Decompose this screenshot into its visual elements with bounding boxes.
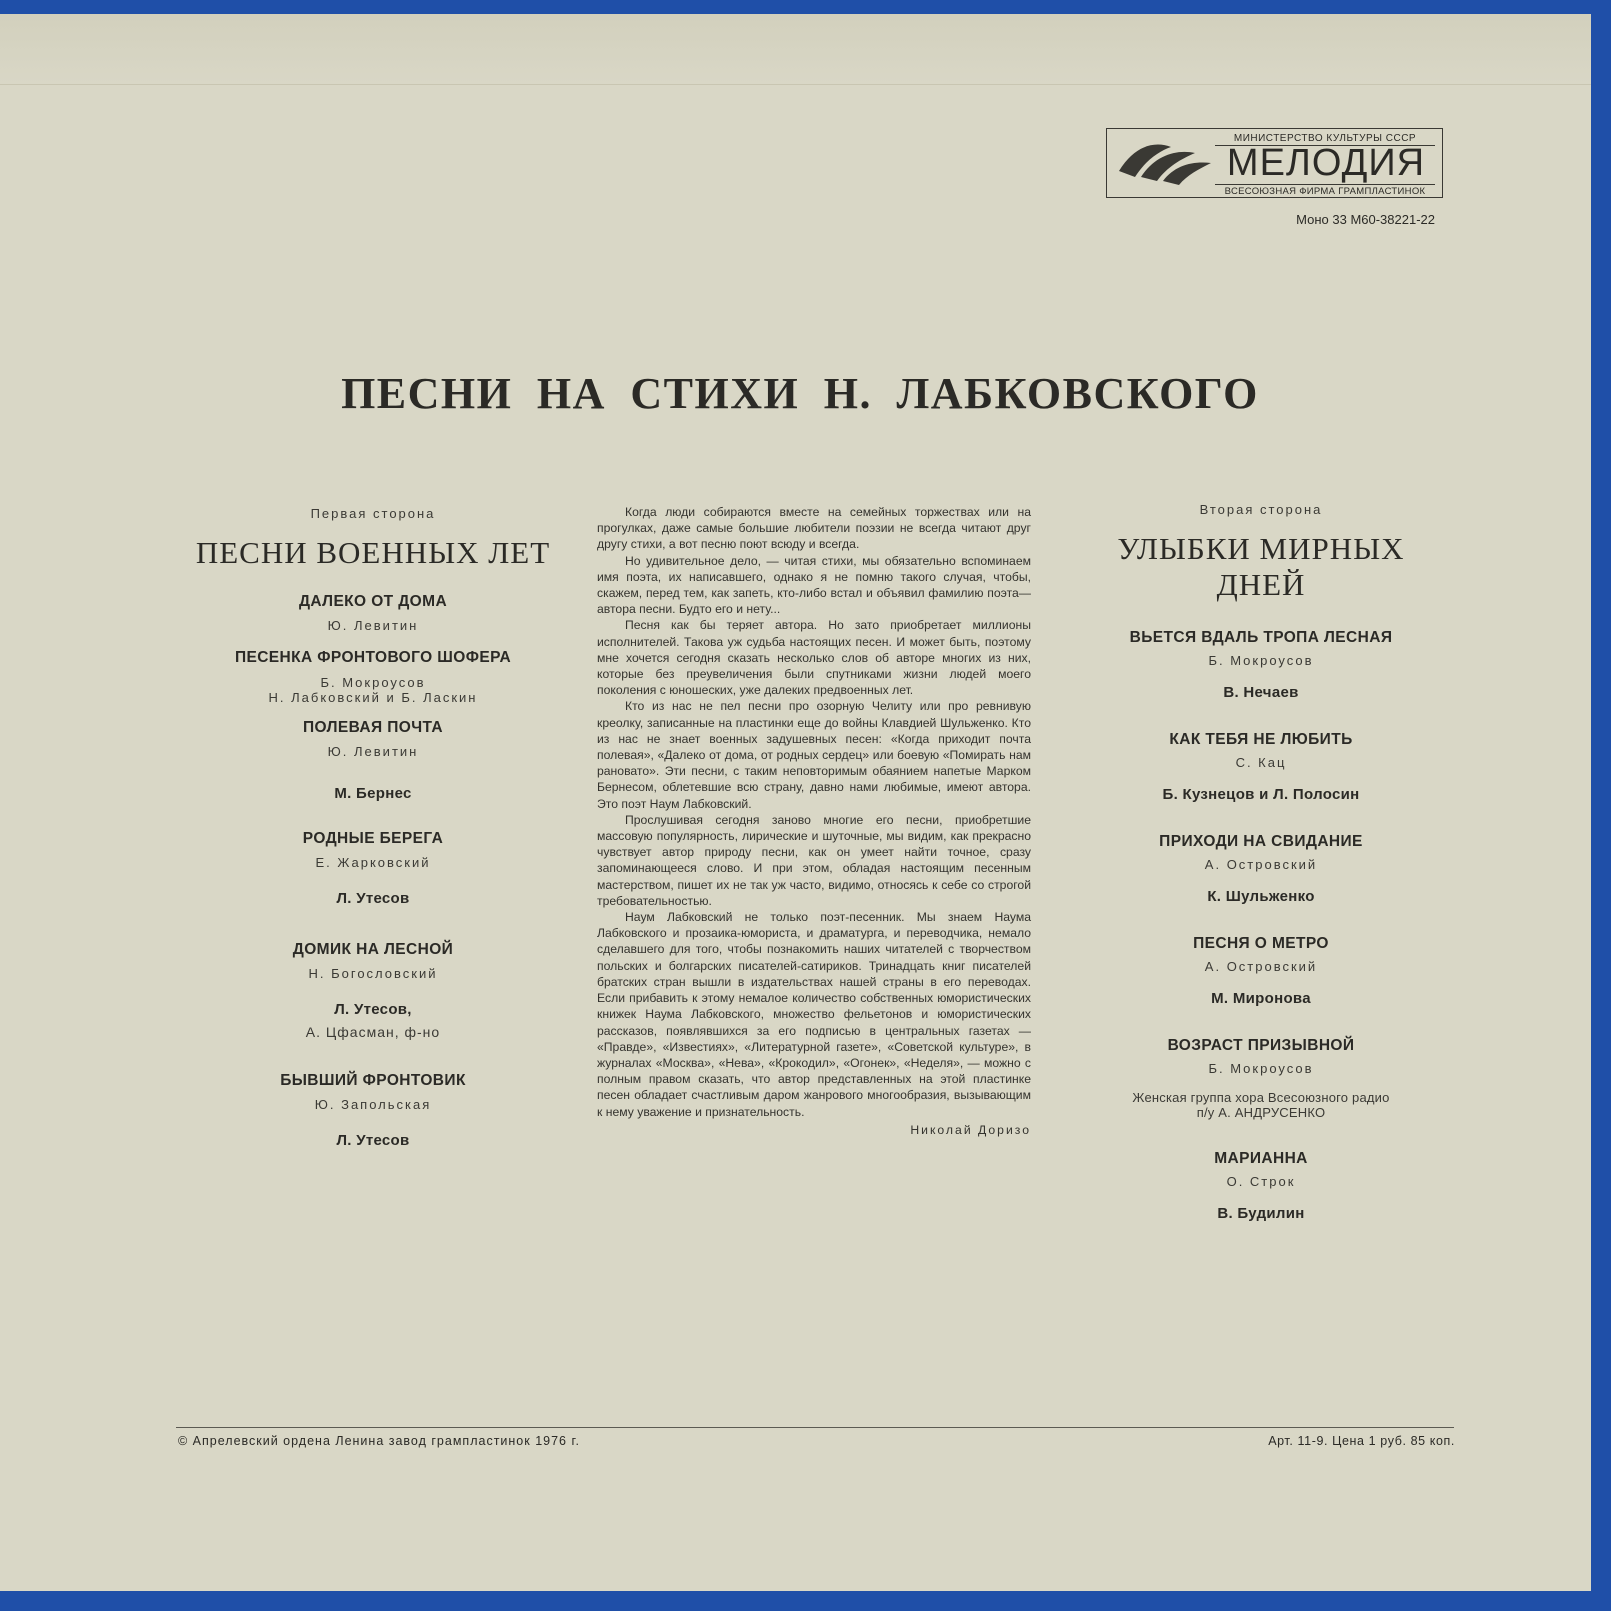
track-composer: Ю. Левитин [327,618,419,633]
notes-paragraph: Когда люди собираются вместе на семейных торжествах или на прогулках, даже самые большие любители поэзии не всегда читают друг другу стихи, а вот песню поют всюду и всегда. [597,505,1031,552]
track-composer: Е. Жарковский [315,855,431,870]
catalog-number: Моно 33 М60-38221-22 [1296,212,1435,227]
side-title-line: УЛЫБКИ МИРНЫХ [1117,531,1405,566]
track-composer: А. Островский [1204,959,1318,974]
track-item [1085,629,1437,701]
notes-paragraph: Прослушивая сегодня заново многие его песни, приобретшие массовую популярность, лирические и шуточные, мы видим, как прекрасно чувствует автор природу песни, как он умеет найти точное, сразу запоминающееся слово. И при этом, обладая настоящим песенным мастерством, пишет их не так уж часто, видимо, относясь к себе со строгой требовательностью. [597,812,1031,908]
track-title: МАРИАННА [1214,1150,1308,1167]
track-performer: К. Шульженко [1207,888,1315,905]
notes-author: Николай Доризо [910,1122,1031,1137]
track-performer: Л. Утесов [336,1132,410,1149]
track-title: КАК ТЕБЯ НЕ ЛЮБИТЬ [1169,731,1353,748]
track-performer: В. Будилин [1217,1205,1305,1222]
background-edge-bottom [0,1591,1611,1611]
side-title-line: ДНЕЙ [1216,567,1306,602]
track-composer: А. Островский [1204,857,1318,872]
track-item [1085,833,1437,905]
track-item [170,941,576,1040]
side-two-tracklist [1085,502,1437,1222]
side-title [1085,531,1437,603]
track-item [1085,935,1437,1007]
melodiya-logo [1106,128,1443,198]
logo-brand-name: МЕЛОДИЯ [1226,142,1426,184]
logo-company-text: ВСЕСОЮЗНАЯ ФИРМА ГРАМПЛАСТИНОК [1215,184,1435,197]
side-label: Вторая сторона [1199,502,1323,517]
track-performer: Б. Кузнецов и Л. Полосин [1162,786,1360,803]
track-item [170,649,576,705]
track-item [1085,1037,1437,1120]
track-composer: О. Строк [1226,1174,1296,1189]
track-item [1085,731,1437,803]
track-composer: С. Кац [1235,755,1287,770]
track-item [170,593,576,633]
track-composer: Ю. Запольская [314,1097,432,1112]
track-performer: М. Бернес [334,785,412,802]
track-composer: Ю. Левитин [327,744,419,759]
track-title: БЫВШИЙ ФРОНТОВИК [280,1072,466,1089]
track-performer: В. Нечаев [1223,684,1299,701]
track-performer: Женская группа хора Всесоюзного радио [1132,1090,1390,1105]
melodiya-emblem-icon [1115,137,1215,189]
track-item [170,830,576,907]
track-performer: М. Миронова [1211,990,1311,1007]
track-item [170,719,576,802]
track-composer: Б. Мокроусов [320,675,426,690]
side-title: ПЕСНИ ВОЕННЫХ ЛЕТ [195,535,551,570]
track-composer: Б. Мокроусов [1208,1061,1314,1076]
track-title: ВОЗРАСТ ПРИЗЫВНОЙ [1167,1037,1355,1054]
track-composer: Н. Богословский [308,966,438,981]
album-title: ПЕСНИ НА СТИХИ Н. ЛАБКОВСКОГО [341,369,1259,418]
footer-manufacturer: © Апрелевский ордена Ленина завод грампластинок 1976 г. [178,1434,580,1448]
track-title: РОДНЫЕ БЕРЕГА [302,830,444,847]
track-title: ПЕСЕНКА ФРОНТОВОГО ШОФЕРА [234,649,512,666]
track-performer: Л. Утесов [336,890,410,907]
track-title: ДОМИК НА ЛЕСНОЙ [292,941,454,958]
notes-paragraph: Песня как бы теряет автора. Но зато приобретает миллионы исполнителей. Такова уж судьба настоящих песен. И может быть, поэтому мне хочется сегодня сказать несколько слов об авторе многих из них, которые без преувеличения были спутниками жизни людей моего поколения с юношеских, уже далеких предвоенных лет. [597,618,1031,698]
liner-notes [597,504,1031,1138]
track-lyricist: Н. Лабковский и Б. Ласкин [268,690,478,705]
notes-paragraph: Но удивительное дело, — читая стихи, мы обязательно вспоминаем имя поэта, их написавшего, однако я не помню такого случая, чтобы, скажем, перед тем, как запеть, кто-либо встал и объявил фамилию поэта— автора песни. Будто его и нету... [597,553,1031,617]
track-item [170,1072,576,1149]
background-edge-right [1591,0,1611,1611]
side-label: Первая сторона [310,506,436,521]
notes-paragraph: Кто из нас не пел песни про озорную Челиту или про ревнивую креолку, записанные на пластинки еще до войны Клавдией Шульженко. Кто из нас не знает военных задушевных песен: «Когда приходит почта полевая», «Далеко от дома, от родных сердец» или боевую «Помирать нам рановато». Эти песни, с таким неповторимым обаянием напетые Марком Бернесом, облетевшие всю страну, давно нами любимые, имеют автора. Это поэт Наум Лабковский. [597,699,1031,811]
track-title: ПРИХОДИ НА СВИДАНИЕ [1159,833,1363,850]
track-performer: Л. Утесов, [334,1001,412,1018]
footer-price: Арт. 11-9. Цена 1 руб. 85 коп. [1268,1434,1455,1448]
side-one-tracklist [170,506,576,1149]
notes-paragraph: Наум Лабковский не только поэт-песенник. Мы знаем Наума Лабковского и прозаика-юмориста, и драматурга, и переводчика, немало сделавшего для того, чтобы познакомить наших читателей с творчеством польских и болгарских писателей-сатириков. Тринадцать книг писателей братских стран вышли в издательствах нашей страны в его переводах. Если прибавить к этому немалое количество собственных юмористических книжек Наума Лабковского, множество фельетонов и юмористических рассказов, появлявшихся за его подписью в центральных газетах — «Правде», «Известиях», «Литературной газете», «Советской культуре», в журналах «Москва», «Нева», «Крокодил», «Огонек», «Неделя», — можно с полным правом сказать, что автор представленных на этой пластинке песен обладает счастливым даром жанрового многообразия, вызывающим к нему уважение и признательность. [597,910,1031,1119]
track-title: ПОЛЕВАЯ ПОЧТА [302,719,444,736]
footer-divider [176,1427,1454,1428]
sleeve-top-edge [0,14,1611,85]
track-title: ВЬЕТСЯ ВДАЛЬ ТРОПА ЛЕСНАЯ [1129,629,1393,646]
track-accompanist: А. Цфасман, ф-но [305,1024,441,1040]
track-title: ДАЛЕКО ОТ ДОМА [298,593,448,610]
track-composer: Б. Мокроусов [1208,653,1314,668]
track-conductor: п/у А. АНДРУСЕНКО [1196,1105,1326,1120]
track-title: ПЕСНЯ О МЕТРО [1193,935,1329,952]
logo-ministry-text: МИНИСТЕРСТВО КУЛЬТУРЫ СССР [1215,133,1435,146]
track-item [1085,1150,1437,1222]
